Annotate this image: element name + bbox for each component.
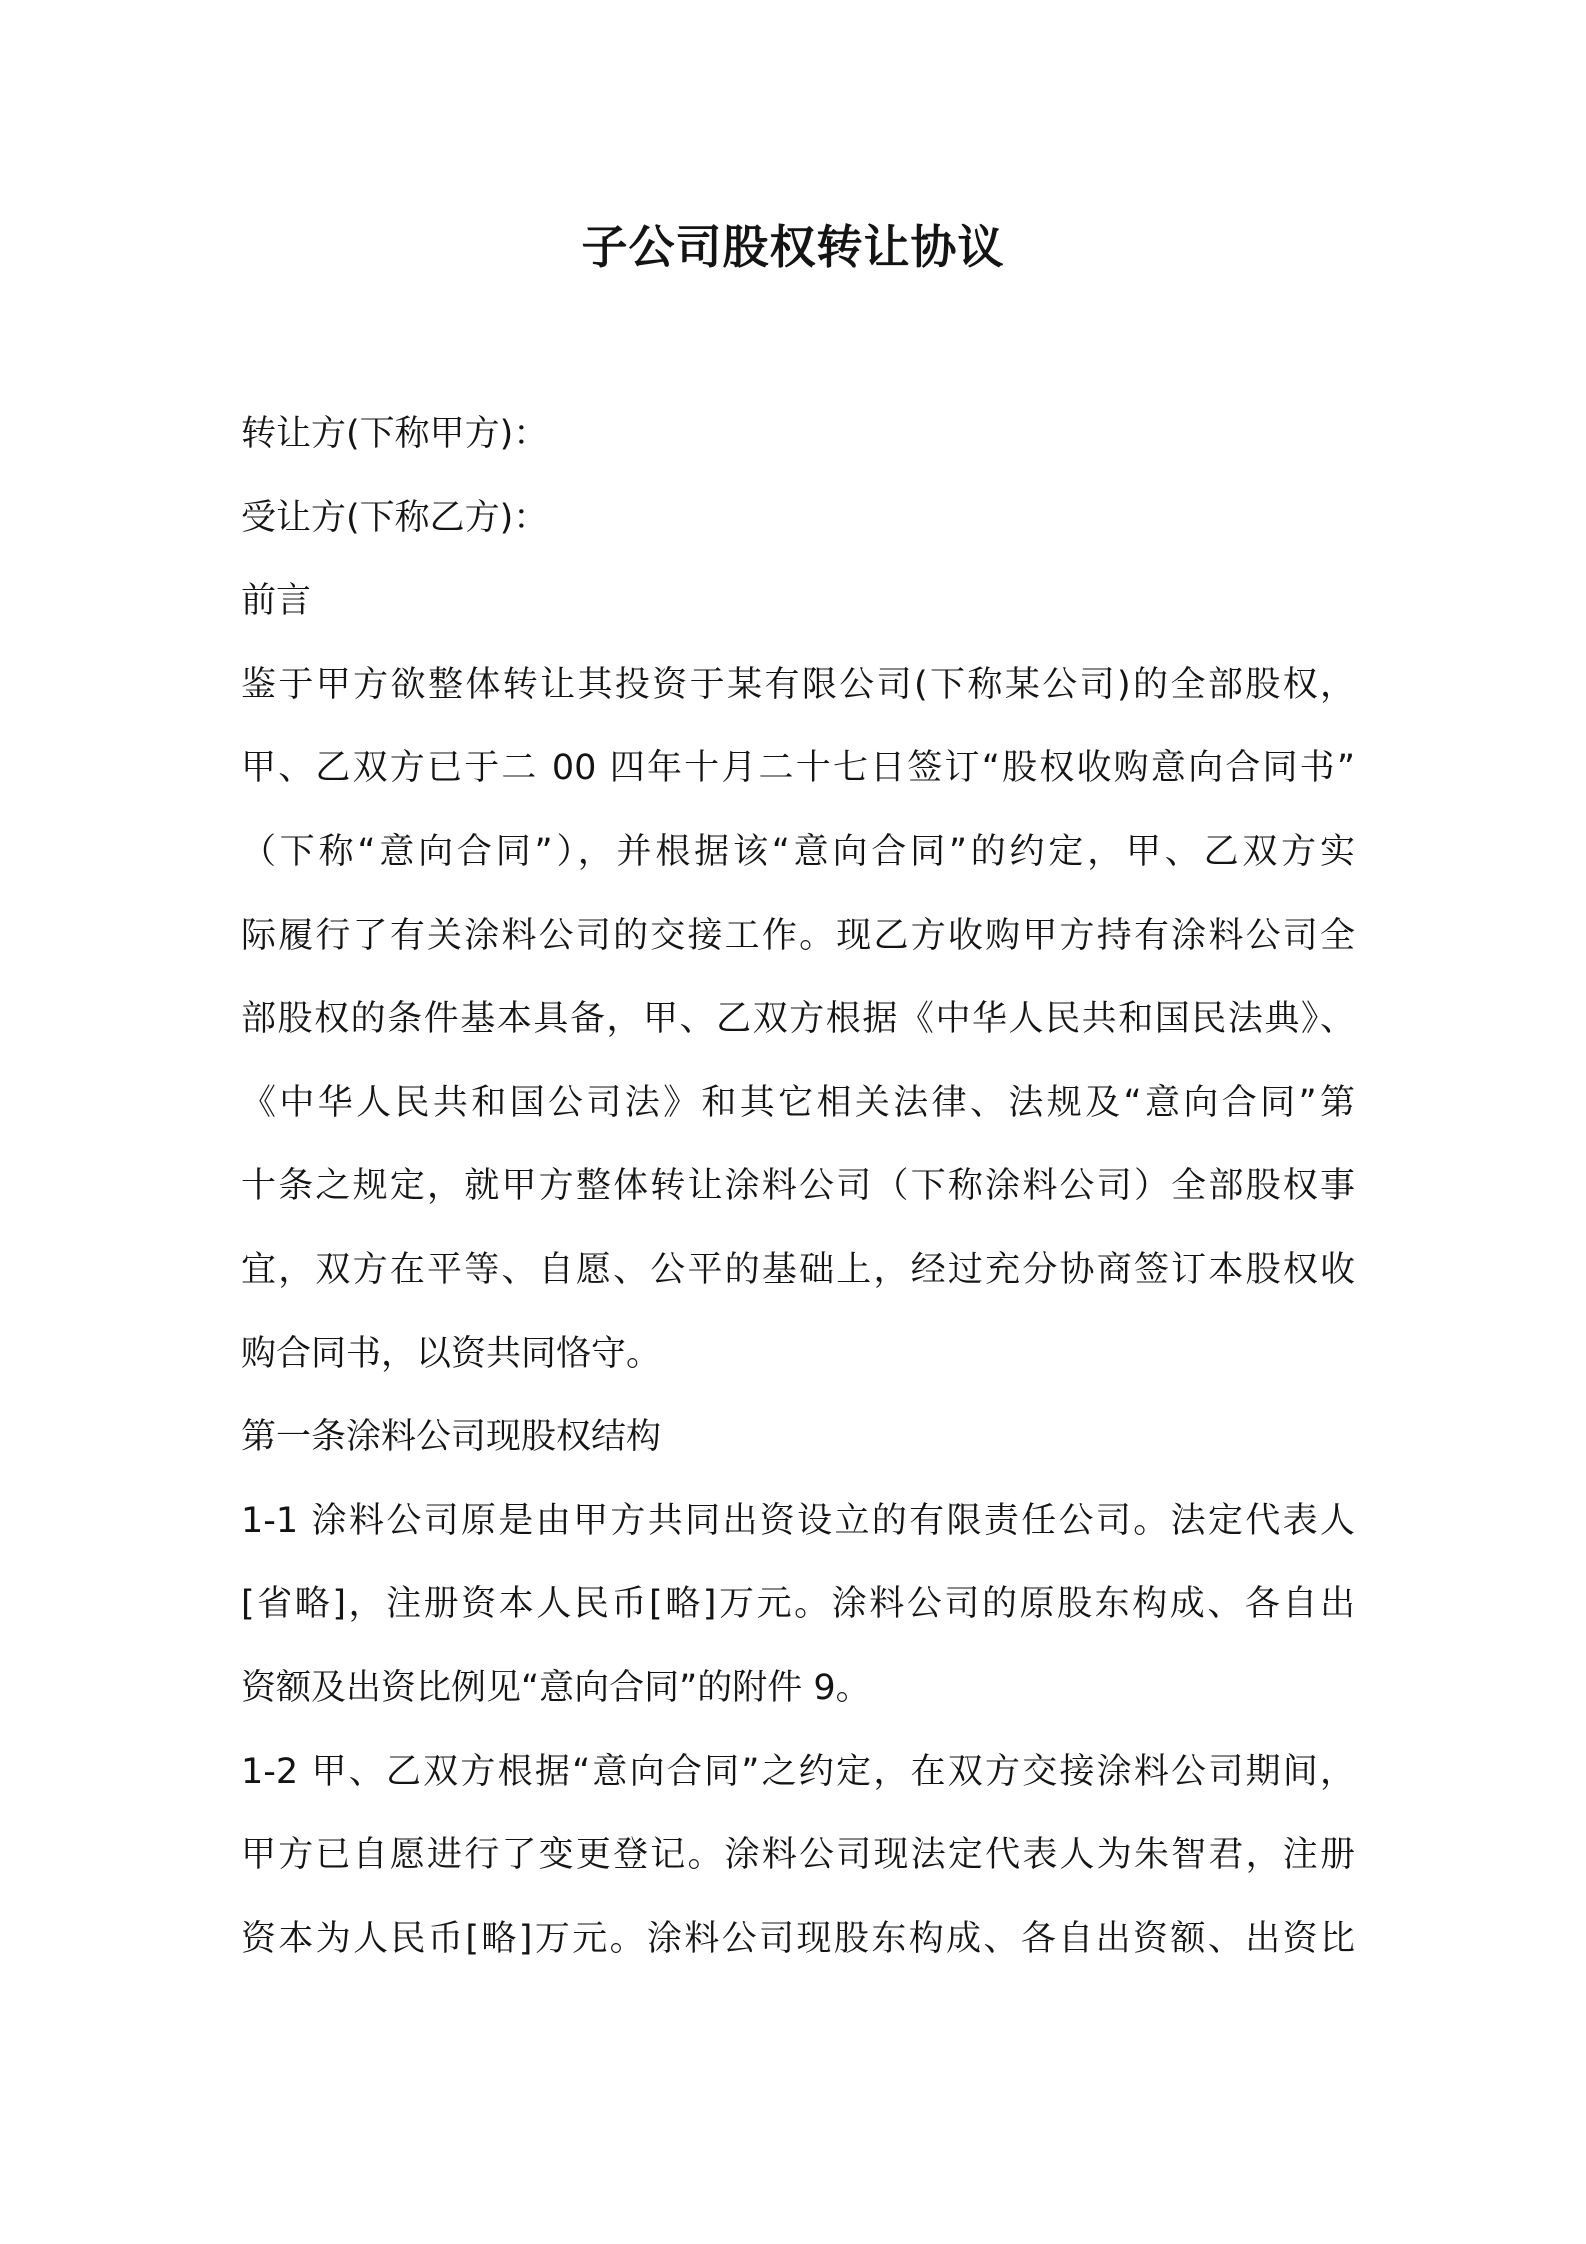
transferee-line: 受让方(下称乙方)： bbox=[241, 497, 549, 538]
clause-1-1-line: 资额及出资比例见“意向合同”的附件 9。 bbox=[241, 1667, 871, 1708]
clause-1-2-line: 甲方已自愿进行了变更登记。涂料公司现法定代表人为朱智君，注册 bbox=[241, 1835, 1355, 1876]
preface-line: （下称“意向合同”），并根据该“意向合同”的约定，甲、乙双方实 bbox=[241, 831, 1355, 872]
clause-1-1-line: 1-1 涂料公司原是由甲方共同出资设立的有限责任公司。法定代表人 bbox=[241, 1500, 1355, 1541]
preface-line: 鉴于甲方欲整体转让其投资于某有限公司(下称某公司)的全部股权， bbox=[241, 664, 1355, 705]
preface-line: 购合同书，以资共同恪守。 bbox=[241, 1333, 662, 1374]
clause-1-2-line: 资本为人民币[略]万元。涂料公司现股东构成、各自出资额、出资比 bbox=[241, 1918, 1355, 1959]
document-title: 子公司股权转让协议 bbox=[581, 220, 1005, 274]
preface-line: 部股权的条件基本具备，甲、乙双方根据《中华人民共和国民法典》、 bbox=[241, 999, 1355, 1040]
preface-line: 宜，双方在平等、自愿、公平的基础上，经过充分协商签订本股权收 bbox=[241, 1249, 1355, 1290]
article-heading: 第一条涂料公司现股权结构 bbox=[241, 1417, 662, 1458]
preface-line: 际履行了有关涂料公司的交接工作。现乙方收购甲方持有涂料公司全 bbox=[241, 915, 1355, 956]
transferor-line: 转让方(下称甲方)： bbox=[241, 414, 549, 454]
document-body bbox=[241, 393, 1355, 1981]
clause-1-2-line: 1-2 甲、乙双方根据“意向合同”之约定，在双方交接涂料公司期间， bbox=[241, 1751, 1355, 1792]
preface-heading: 前言 bbox=[241, 581, 312, 622]
preface-line: 十条之规定，就甲方整体转让涂料公司（下称涂料公司）全部股权事 bbox=[241, 1166, 1355, 1207]
preface-line: 甲、乙双方已于二 00 四年十月二十七日签订“股权收购意向合同书” bbox=[241, 748, 1355, 789]
clause-1-1-line: [省略]，注册资本人民币[略]万元。涂料公司的原股东构成、各自出 bbox=[241, 1584, 1355, 1625]
preface-line: 《中华人民共和国公司法》和其它相关法律、法规及“意向合同”第 bbox=[241, 1082, 1355, 1123]
